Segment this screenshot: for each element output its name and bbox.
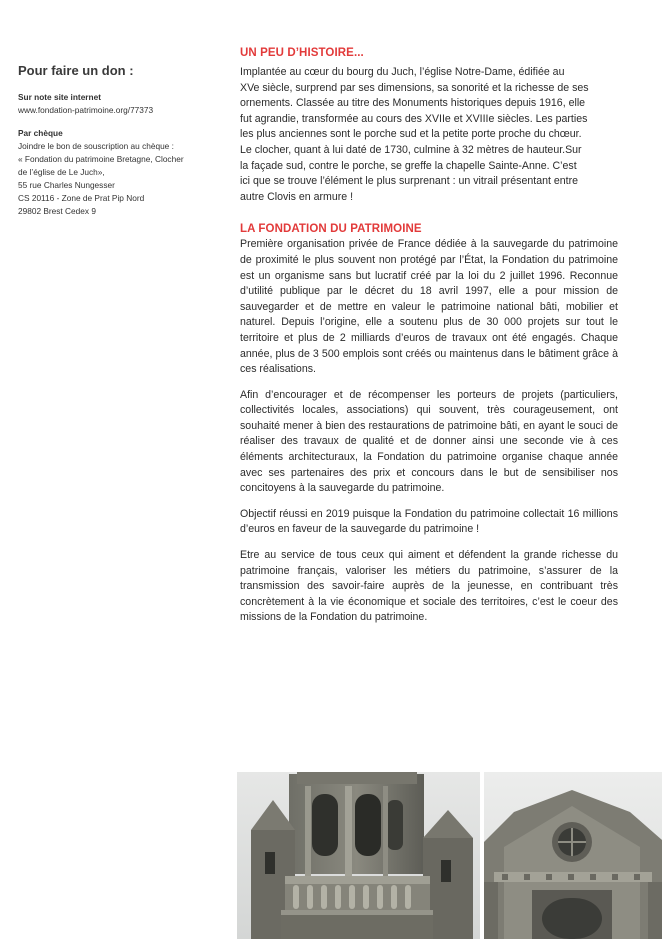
cheque-label: Par chèque xyxy=(18,128,63,138)
cheque-line: CS 20116 - Zone de Prat Pip Nord xyxy=(18,193,145,203)
cheque-line: « Fondation du patrimoine Bretagne, Clocher xyxy=(18,154,184,164)
donation-title: Pour faire un don : xyxy=(18,63,134,78)
histoire-line: Le clocher, quant à lui daté de 1730, culmine à 32 mètres de hauteur.Sur xyxy=(240,143,582,156)
histoire-line: ornements. Classée au titre des Monuments historiques depuis 1916, elle xyxy=(240,97,586,110)
cheque-line: 29802 Brest Cedex 9 xyxy=(18,206,96,216)
cheque-line: 55 rue Charles Nungesser xyxy=(18,180,115,190)
fondation-paragraph: Etre au service de tous ceux qui aiment et défendent la grande richesse du patrimoine français, valoriser les métiers du patrimoine, s’assurer de la transmission des savoir-faire auprès de la jeunesse, en contribuant très concrètement à la vie économique et sociale des territoires, c’est le coeur des missions de la Fondation du patrimoine. xyxy=(240,549,618,624)
fondation-paragraph: Première organisation privée de France dédiée à la sauvegarde du patrimoine de proximité le plus souvent non protégé par l’État, la Fondation du patrimoine est un organisme sans but lucratif créé par la loi du 2 juillet 1996. Reconnue d’utilité publique par le décret du 18 avril 1997, elle a pour mission de sauvegarder et de mettre en valeur le patrimoine national bâti, mobilier et naturel. Depuis l’origine, elle a soutenu plus de 30 000 projets sur tout le territoire et plus de 2 milliards d’euros de travaux ont été engagés. Chaque année, plus de 3 500 emplois sont créés ou maintenus dans le bâtiment grâce à ces réalisations. xyxy=(240,238,618,376)
histoire-heading: UN PEU D’HISTOIRE... xyxy=(240,47,364,59)
histoire-text xyxy=(240,65,618,205)
cheque-line: de l’église de Le Juch», xyxy=(18,167,105,177)
web-label: Sur note site internet xyxy=(18,92,101,102)
histoire-line: autre Clovis en armure ! xyxy=(240,190,354,203)
histoire-line: Implantée au cœur du bourg du Juch, l’église Notre-Dame, édifiée au xyxy=(240,66,565,78)
bell-tower-photo xyxy=(237,772,480,939)
fondation-paragraph: Objectif réussi en 2019 puisque la Fondation du patrimoine collectait 16 millions d’euros en faveur de la sauvegarde du patrimoine ! xyxy=(240,507,618,536)
histoire-line: les plus anciennes sont le porche sud et la petite porte proche du chœur. xyxy=(240,128,582,141)
church-facade-image xyxy=(484,772,662,939)
fondation-paragraph: Afin d’encourager et de récompenser les porteurs de projets (particuliers, collectivités locales, associations) qui souvent, très courageusement, ont souhaité mener à bien des restaurations de patrimoine bâti, en ayant le souci de réaliser des travaux de qualité et de donner ainsi une seconde vie à ces éléments architecturaux, la Fondation du patrimoine organise chaque année avec ses partenaires des prix et concours dans le but de sensibiliser nos concitoyens à la sauvegarde du patrimoine. xyxy=(240,388,618,495)
histoire-line: fut agrandie, transformée au cours des XVIIe et XVIIIe siècles. Les parties xyxy=(240,112,588,125)
cheque-line: Joindre le bon de souscription au chèque : xyxy=(18,141,174,151)
bell-tower-image xyxy=(237,772,480,939)
donation-url[interactable]: www.fondation-patrimoine.org/77373 xyxy=(18,105,154,115)
histoire-line: la façade sud, contre le porche, se greffe la chapelle Sainte-Anne. C’est xyxy=(240,159,577,172)
histoire-line: XVe siècle, surprend par ses dimensions, sa sonorité et la richesse de ses xyxy=(240,81,589,94)
church-facade-photo xyxy=(484,772,662,939)
fondation-heading: LA FONDATION DU PATRIMOINE xyxy=(240,223,422,236)
main-column xyxy=(240,47,618,626)
donation-sidebar xyxy=(18,63,218,218)
histoire-line: ici que se trouve l’élément le plus surprenant : un vitrail présentant entre xyxy=(240,175,579,188)
